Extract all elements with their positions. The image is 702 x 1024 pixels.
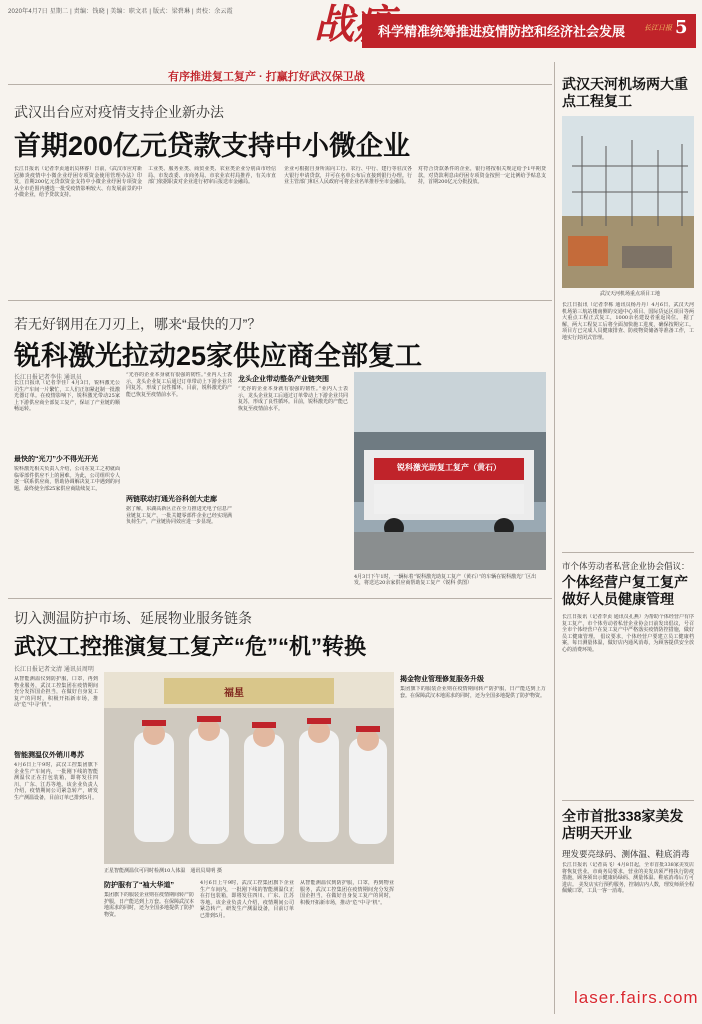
- article3-photo-caption: 正星智能测温仪可同时检测10人体温 通讯员周明 摄: [104, 868, 222, 874]
- sidebar-story3-title: 全市首批338家美发店明天开业: [562, 808, 684, 841]
- sidebar-story1-para: 长江日报讯（记者李栋 通讯员杨丹丹）4月6日，武汉天河机场第三航站楼南侧的交通中心项目、国际货运区项目等两大重点工程正式复工，1000余名建设者重返岗位。: [562, 302, 694, 322]
- article3-column: [200, 880, 294, 1012]
- article3-para: 集团旗下的服装企业则在疫情期间转产防护服，日产能达到上万套。在保障武汉本地需求的同时，还为全国多地提供了防护物资。: [400, 686, 546, 699]
- article2-para: 据了解，东湖高新区正在全力推进光电子信息产业链复工复产，一批关键零部件企业已经实现满负荷生产，产业链协同效应进一步显现。: [126, 506, 232, 526]
- construction-photo: [562, 116, 694, 288]
- article1-column: [148, 166, 276, 296]
- sidebar-story2-para: 长江日报讯（记者李贞 通讯员孔燕）为帮助个体经营户有序复工复产，市个体劳动者私营企业协会日前发出倡议，号召全市个体经营户在复工复产中严格落实疫情防控措施，做好员工健康管理。: [562, 614, 694, 640]
- article1-para: 对符合贷款条件的企业，银行将按相关规定给予1年期贷款，对贷款利息由纾困专项资金按照一定比例给予贴息支持，首期200亿元分批投放。: [418, 166, 546, 186]
- article3-column: [14, 676, 98, 746]
- article2-para: 长江日报讯（记者李佳）4月3日，锐科激光公司生产车间一片繁忙，工人们正加紧赶制一批激光器订单。在疫情影响下，锐科激光带动25家上下游供应商全部复工复产，保证了产业链的顺畅运转。: [14, 380, 120, 413]
- article3-headline: 武汉工控推演复工复产“危”“机”转换: [14, 634, 367, 659]
- page-number: 5: [675, 17, 688, 38]
- article3-byline: 长江日报记者文清 通讯员周明: [14, 666, 94, 673]
- sidebar-story2-title: 个体经营户复工复产做好人员健康管理: [562, 574, 688, 607]
- site-watermark: laser.fairs.com: [574, 988, 699, 1007]
- banner-motto: 科学精准统筹推进疫情防控和经济社会发展: [378, 24, 626, 39]
- article1-column: [418, 166, 546, 296]
- sidebar-story2-body: [562, 614, 694, 792]
- divider: [562, 800, 694, 801]
- sidebar-story3-para: 长江日报讯（记者高飞）4月8日起，全市首批338家美发店将恢复营业。市商务局要求，营业的美发店须严格执行防疫措施，顾客须出示健康码绿码、测量体温、鞋底消毒后方可进店。: [562, 862, 694, 888]
- sidebar-story1-para: 据了解，两大工程复工后将全面加快施工进度，确保按期完工。项目方已完成人员健康排查、防疫物资储备等准备工作，工地实行封闭式管理。: [562, 315, 694, 341]
- article1-para: 企业可根据自身所需向工行、农行、中行、建行等驻汉各大银行申请贷款，并可在名单公布后直接到银行办理。行业主管部门和区人民政府可将企业名单推荐至市金融局。: [284, 166, 412, 186]
- article2-headline: 锐科激光拉动25家供应商全部复工: [14, 341, 423, 371]
- sidebar-divider: [554, 62, 555, 1014]
- airport-photo: [562, 116, 694, 288]
- article3-para: 4月6日上午9时，武汉工控集团旗下企业生产车间内，一批刚下线的智能测温仪正在打包装箱，即将发往四川、广东、江苏等地。该企业负责人介绍，疫情期间公司紧急转产，研发生产测温设备，目前订单已排到5月。: [14, 762, 98, 801]
- article2-byline: 长江日报记者李佳 通讯员: [14, 374, 82, 381]
- article2-photo-caption: 4月3日下午1时，一辆标着“锐科激光助复工复产（黄石）”的车辆在锐科激光厂区出发，将送达20余家供应商帮助复工复产（锐科 供图）: [354, 574, 537, 586]
- section-banner: [314, 1, 696, 52]
- article2-column: [126, 506, 232, 586]
- article3-column: [400, 686, 546, 1012]
- article3-column: [104, 892, 194, 1012]
- page-meta: 2020年4月7日 星期二 | 责编：钱晓 | 美编：职文君 | 版式：梁碧琳 | 责校：余云霞: [8, 9, 233, 15]
- article2-column: [238, 386, 348, 586]
- sidebar-story1-title: 武汉天河机场两大重点工程复工: [562, 76, 688, 109]
- article3-kicker: 切入测温防护市场、延展物业服务链条: [14, 610, 252, 626]
- photo-sign: 福星: [224, 688, 244, 699]
- divider: [562, 552, 694, 553]
- article1-kicker: 武汉出台应对疫情支持企业新办法: [14, 104, 224, 120]
- article2-kicker: 若无好钢用在刀刃上，哪来“最快的刀”？: [14, 316, 262, 332]
- article2-para: “光谷的企业本身就有很强的韧性。”业内人士表示，龙头企业复工后通过订单带动上下游企业共同复苏，形成了良性循环。目前，锐科激光的产能已恢复至疫情前水平。: [238, 386, 348, 412]
- article3-subhead: 揭金物业管理修复服务升级: [400, 676, 484, 683]
- divider: [8, 300, 552, 301]
- divider: [8, 84, 552, 85]
- article2-para: “光谷的企业本身就有很强的韧性。”业内人士表示，龙头企业复工后通过订单带动上下游企业共同复苏，形成了良性循环。目前，锐科激光的产能已恢复至疫情前水平。: [126, 372, 232, 398]
- workers-photo: [104, 672, 394, 864]
- article1-column: [284, 166, 412, 296]
- article2-column: [126, 372, 232, 492]
- article1-para: 长江日报讯（记者李贞通讯员林睿）日前，《武汉市应对新冠肺炎疫情中小微企业纾困专项资金使用管理办法》印发，首期200亿元贷款资金支持中小微企业纾困专项资金从全市范围内遴选一批受疫情影响较大、有发展前景的中小微企业，给予贷款支持。: [14, 166, 142, 199]
- article2-subhead: 两链联动打通光谷科创大走廊: [126, 496, 217, 503]
- sidebar-story2-para: 倡议要求，个体经营户要建立员工健康档案，每日测量体温，做好店内通风消毒，为顾客提供安全放心的消费环境。: [562, 633, 694, 653]
- newspaper-brand: 长江日报: [644, 24, 672, 32]
- article3-para: 集团旗下的服装企业则在疫情期间转产防护服，日产能达到上万套。在保障武汉本地需求的同时，还为全国多地提供了防护物资。: [104, 892, 194, 918]
- article1-para: 工业类、服务业类、商贸业类、农业类企业分别由市经信局、市发改委、市商务局、市农业农村局推荐，有关市直部门依据职责对企业进行初审后报送市金融局。: [148, 166, 276, 186]
- article3-para: 从智能测温仪到防护服，口罩，再到物业服务，武汉工控集团在疫情期间充分发挥国企担当，在做好自身复工复产的同时，积极开拓新市场，推动“危”中寻“机”。: [14, 676, 98, 709]
- divider: [8, 598, 552, 599]
- airport-photo-caption: 武汉天河机场重点项目工地: [600, 291, 661, 297]
- sidebar-story1-body: [562, 302, 694, 548]
- article3-photo: [104, 672, 394, 864]
- page-subheader: 有序推进复工复产 · 打赢打好武汉保卫战: [168, 71, 365, 83]
- article3-column: [14, 762, 98, 1012]
- sidebar-story2-kicker: 市个体劳动者私营企业协会倡议：: [562, 561, 690, 571]
- article1-headline: 首期200亿元贷款支持中小微企业: [14, 131, 411, 161]
- article2-para: 锐科激光相关负责人介绍，公司在复工之初就面临零部件供应不上的困难。为此，公司组织专人逐一联系供应商，帮助协调解决复工中遇到的问题，最终使全部25家供应商陆续复工。: [14, 466, 120, 492]
- truck-banner: 锐科激光助复工复产（黄石）: [397, 463, 501, 472]
- article1-column: [14, 166, 142, 296]
- sidebar-story3-para: 美发店实行预约服务，控制店内人数，理发师须全程佩戴口罩，工具一客一消毒。: [562, 881, 694, 895]
- section-logo: 战疫: [314, 1, 394, 48]
- article2-column: [14, 380, 120, 450]
- article3-para: 从智能测温仪到防护服，口罩，再到物业服务，武汉工控集团在疫情期间充分发挥国企担当，在做好自身复工复产的同时，积极开拓新市场，推动“危”中寻“机”。: [300, 880, 394, 906]
- article2-column: [14, 466, 120, 586]
- article2-subhead: 最快的“光刀”少不得光开光: [14, 456, 98, 463]
- article2-photo: [354, 372, 546, 570]
- article3-subhead: 智能测温仪外销川粤苏: [14, 752, 84, 759]
- article3-para: 4月6日上午9时，武汉工控集团旗下企业生产车间内，一批刚下线的智能测温仪正在打包装箱，即将发往四川、广东、江苏等地。该企业负责人介绍，疫情期间公司紧急转产，研发生产测温设备，目前订单已排到5月。: [200, 880, 294, 919]
- article2-subhead: 龙头企业带动整条产业链突围: [238, 376, 329, 383]
- article3-column: [300, 880, 394, 1012]
- article3-subhead: 防护服有了“袖大华道”: [104, 882, 174, 889]
- sidebar-story3-subtitle: 理发要亮绿码、测体温、鞋底消毒: [562, 849, 690, 859]
